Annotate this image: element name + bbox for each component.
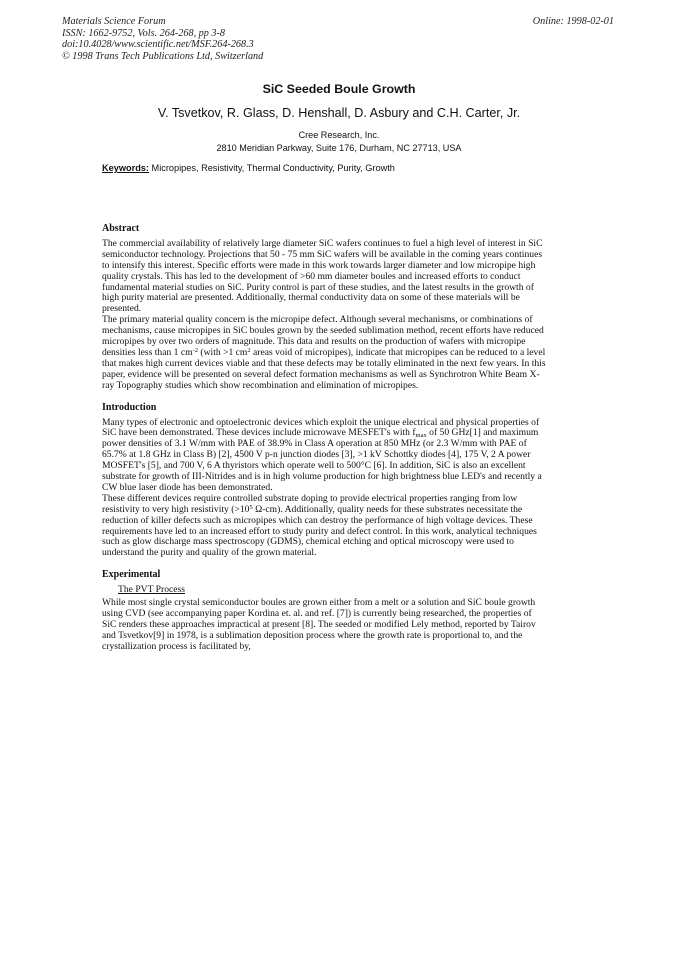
intro-p1-part2: of 50 GHz[1] and maximum power densities of 3.1 W/mm with PAE of 38.9% in Class A operation at 850 MHz (or 2.3 W/mm with PAE of 65.7% at 1.8 GHz in Class B) [2], 4500 V p-n junction diodes [3], >1 kV Schottky diodes [4], 175 V, 2 A power MOSFET's [5], and 700 V, 6 A thyristors which operate well to 500°C [6]. In addition, SiC is also an excellent substrate for growth of III-Nitrides and is in high volume production for high brightness blue LED's and recently a CW blue laser diode has been demonstrated. xyxy=(102,427,542,493)
doi-line: doi:10.4028/www.scientific.net/MSF.264-268.3 xyxy=(62,39,254,51)
introduction-paragraph-1 xyxy=(102,418,548,494)
keywords-label: Keywords: xyxy=(102,163,149,173)
journal-name: Materials Science Forum xyxy=(62,16,166,27)
keywords-text: Micropipes, Resistivity, Thermal Conductivity, Purity, Growth xyxy=(148,163,395,173)
paper-title: SiC Seeded Boule Growth xyxy=(262,82,416,96)
abstract-heading: Abstract xyxy=(102,223,140,234)
experimental-paragraph-1: While most single crystal semiconductor boules are grown either from a melt or a solution and SiC boule growth using CVD (see accompanying paper Kordina et. al. and ref. [7]) is currently being researched, the properties of SiC renders these approaches impractical at present [8]. The seeded or modified Lely method, reported by Tairov and Tsvetkov[9] in 1978, is a sublimation deposition process where the growth rate is proportional to, and the crystallization process is facilitated by, xyxy=(102,597,536,652)
author-list: V. Tsvetkov, R. Glass, D. Henshall, D. Asbury and C.H. Carter, Jr. xyxy=(157,106,521,120)
intro-p1-part1: Many types of electronic and optoelectronic devices which exploit the unique electrical and physical properties of SiC have been demonstrated. These devices include microwave MESFET's with f xyxy=(102,416,540,439)
subscript-max: max xyxy=(415,432,427,440)
affiliation xyxy=(0,129,678,154)
paper-body xyxy=(102,224,548,653)
intro-p2-part1: These different devices require controlled substrate doping to provide electrical properties ranging from low resistivity to very high resistivity (>10 xyxy=(102,492,518,515)
abstract-paragraph-1: The commercial availability of relatively large diameter SiC wafers continues to fuel a high level of interest in SiC semiconductor technology. Projections that 50 - 75 mm SiC wafers will be available in the coming years continues to intensify this interest. Specific efforts were made in this work towards larger diameter and low micropipe high quality crystals. This has led to the development of >60 mm diameter boules and increased efforts to conduct fundamental material studies on SiC. Purity control is part of these studies, and the latest results in the growth of high purity material are presented. Additionally, thermal conductivity data on some of these materials will be presented. xyxy=(102,237,543,315)
pvt-subheading: The PVT Process xyxy=(118,584,185,596)
issn-line: ISSN: 1662-9752, Vols. 264-268, pp 3-8 xyxy=(62,27,225,39)
experimental-heading: Experimental xyxy=(102,569,161,581)
superscript-5: 5 xyxy=(249,503,253,511)
publication-meta xyxy=(62,16,263,62)
online-date: Online: 1998-02-01 xyxy=(532,16,614,27)
introduction-heading: Introduction xyxy=(102,401,157,413)
keywords-line xyxy=(102,163,395,173)
abstract-paragraph-2 xyxy=(102,315,548,391)
introduction-paragraph-2 xyxy=(102,494,548,559)
copyright-line: © 1998 Trans Tech Publications Ltd, Switzerland xyxy=(62,50,264,62)
abstract-p2-part2: (with >1 cm xyxy=(198,346,248,358)
affiliation-address: 2810 Meridian Parkway, Suite 176, Durham, NC 27713, USA xyxy=(216,142,462,153)
abstract-p2-part1: The primary material quality concern is the micropipe defect. Although several mechanisms, or combinations of mechanisms, cause micropipes in SiC boules grown by the seeded sublimation method, recent efforts have reduced micropipes by over two orders of magnitude. This data and results on the production of wafers with micropipe densities less than 1 cm xyxy=(102,314,544,358)
affiliation-org: Cree Research, Inc. xyxy=(298,130,380,140)
abstract-p2-part3: areas void of micropipes), indicate that micropipes can be reduced to a level that makes high current devices viable and that these defects may be totally eliminated in the next few years. In this paper, evidence will be presented on several defect formation mechanisms as well as Synchrotron White Beam X-ray Topography studies which show recombination and elimination of micropipes. xyxy=(102,346,546,391)
intro-p2-part2: Ω-cm). Additionally, quality needs for these substrates necessitate the reduction of killer defects such as micropipes which can destroy the performance of high voltage devices. These requirements have led to an increased effort to study purity and defect control. In this work, analytical techniques such as glow discharge mass spectroscopy (GDMS), chemical etching and optical microscopy were used to understand the purity and quality of the grown material. xyxy=(102,503,537,559)
superscript-2: 2 xyxy=(247,346,251,354)
superscript-neg2: -2 xyxy=(192,346,199,354)
